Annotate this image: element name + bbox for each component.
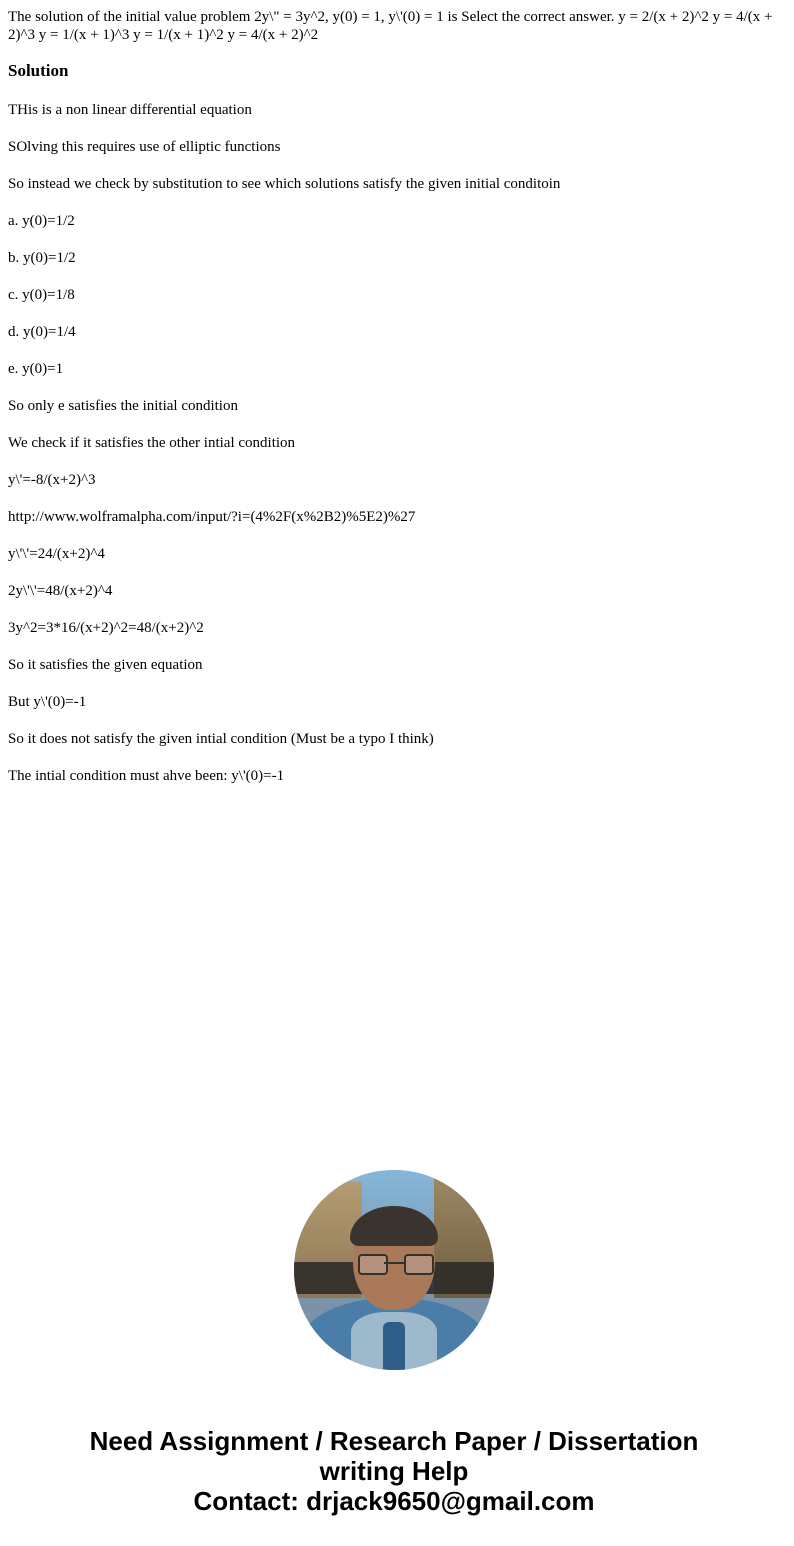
solution-line: SOlving this requires use of elliptic functions — [8, 138, 281, 155]
footer — [8, 1426, 780, 1546]
option-d: d. y(0)=1/4 — [8, 323, 76, 340]
option-a: a. y(0)=1/2 — [8, 212, 75, 229]
solution-line: We check if it satisfies the other intial condition — [8, 434, 296, 451]
solution-line: So instead we check by substitution to see which solutions satisfy the given initial conditoin — [8, 175, 561, 192]
footer-line-1: Need Assignment / Research Paper / Dissertation — [89, 1425, 699, 1456]
option-b: b. y(0)=1/2 — [8, 249, 76, 266]
wolframalpha-link[interactable]: http://www.wolframalpha.com/input/?i=(4%2F(x%2B2)%5E2)%27 — [8, 508, 416, 525]
option-c: c. y(0)=1/8 — [8, 286, 75, 303]
avatar-tie — [383, 1322, 405, 1370]
solution-line: So it does not satisfy the given intial condition (Must be a typo I think) — [8, 730, 434, 747]
question-text: The solution of the initial value problem 2y\" = 3y^2, y(0) = 1, y\'(0) = 1 is Select the correct answer. y = 2/(x + 2)^2 y = 4/(x + 2)^3 y = 1/(x + 1)^3 y = 1/(x + 1)^2 y = 4/(x + 2)^2 — [8, 9, 773, 44]
solution-line: 2y\'\'=48/(x+2)^4 — [8, 582, 113, 599]
avatar-container — [8, 1170, 780, 1370]
content-spacer — [8, 804, 780, 1164]
solution-line: The intial condition must ahve been: y\'(0)=-1 — [8, 767, 285, 784]
solution-line: THis is a non linear differential equation — [8, 101, 252, 118]
avatar-glasses-left — [358, 1254, 388, 1275]
solution-line: y\'\'=24/(x+2)^4 — [8, 545, 105, 562]
avatar-glasses-bridge — [384, 1262, 404, 1264]
solution-line: So only e satisfies the initial condition — [8, 397, 238, 414]
solution-line: y\'=-8/(x+2)^3 — [8, 471, 96, 488]
avatar — [294, 1170, 494, 1370]
footer-line-2: writing Help — [319, 1456, 469, 1487]
avatar-glasses-right — [404, 1254, 434, 1275]
option-e: e. y(0)=1 — [8, 360, 64, 377]
solution-line: So it satisfies the given equation — [8, 656, 203, 673]
solution-line: But y\'(0)=-1 — [8, 693, 87, 710]
footer-contact: Contact: drjack9650@gmail.com — [193, 1486, 595, 1517]
solution-heading: Solution — [8, 60, 69, 80]
solution-line: 3y^2=3*16/(x+2)^2=48/(x+2)^2 — [8, 619, 204, 636]
